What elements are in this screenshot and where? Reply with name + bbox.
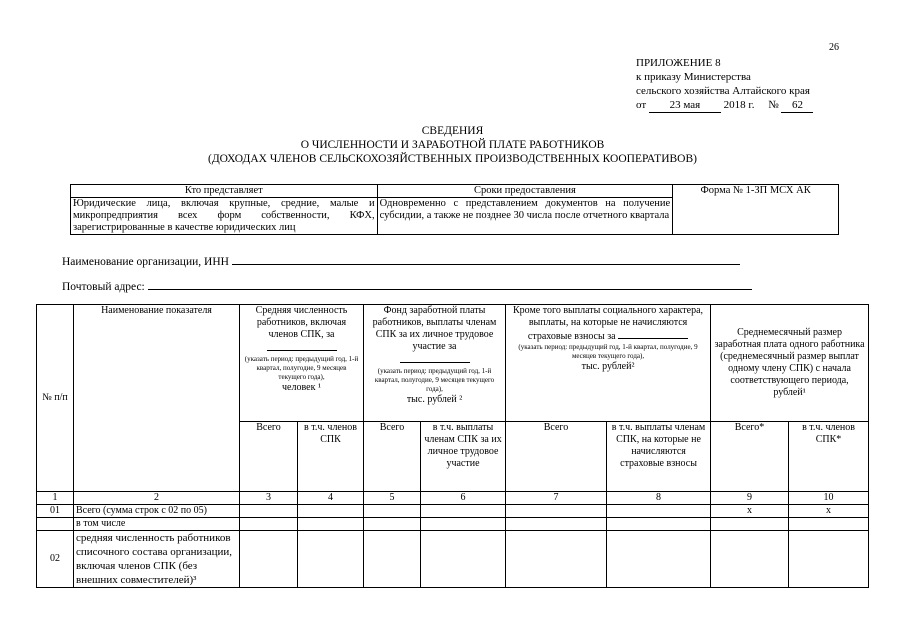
title-line-3: (ДОХОДАХ ЧЛЕНОВ СЕЛЬСКОХОЗЯЙСТВЕННЫХ ПРОИЗВОДСТВЕННЫХ КООПЕРАТИВОВ) bbox=[208, 153, 697, 165]
appendix-line-3: сельского хозяйства Алтайского края bbox=[636, 85, 810, 97]
table-row bbox=[37, 505, 869, 518]
data-cell bbox=[711, 518, 789, 531]
info-table bbox=[70, 184, 839, 235]
header-avg-count bbox=[240, 305, 364, 422]
data-cell bbox=[364, 518, 421, 531]
data-cell[interactable] bbox=[789, 531, 869, 588]
header-indicator-name: Наименование показателя bbox=[74, 305, 240, 492]
org-name-line[interactable] bbox=[232, 253, 740, 265]
sub-header-col6: в т.ч. выплаты членам СПК за их личное трудовое участие bbox=[421, 422, 506, 492]
header-avg-count-unit: человек ¹ bbox=[282, 382, 321, 393]
data-cell bbox=[789, 518, 869, 531]
header-wage-fund bbox=[364, 305, 506, 422]
data-cell bbox=[240, 518, 298, 531]
col-number: 10 bbox=[789, 492, 869, 505]
period-blank-2[interactable] bbox=[400, 353, 470, 363]
appendix-date-line bbox=[636, 98, 813, 113]
header-avg-count-note: (указать период: предыдущий год, 1-й квартал, полугодие, 9 месяцев текущего года), bbox=[244, 355, 359, 381]
table-row bbox=[37, 518, 869, 531]
row-num: 02 bbox=[37, 531, 74, 588]
title-line-2: О ЧИСЛЕННОСТИ И ЗАРАБОТНОЙ ПЛАТЕ РАБОТНИКОВ bbox=[300, 139, 605, 151]
col-number: 6 bbox=[421, 492, 506, 505]
col-number: 2 bbox=[74, 492, 240, 505]
document-title bbox=[0, 124, 905, 166]
header-wage-fund-text: Фонд заработной платы работников, выплаты членам СПК за их личное трудовое участие за bbox=[372, 305, 497, 352]
header-wage-fund-note: (указать период: предыдущий год, 1-й квартал, полугодие, 9 месяцев текущего года), bbox=[374, 367, 495, 393]
from-label: от bbox=[636, 99, 647, 111]
who-submits-text: Юридические лица, включая крупные, средние, малые и микропредприятия всех форм собственности, КФХ, зарегистрированные в качестве юридических лиц bbox=[71, 198, 378, 235]
sub-header-col3: Всего bbox=[240, 422, 298, 492]
data-cell[interactable] bbox=[506, 505, 607, 518]
data-cell[interactable] bbox=[421, 505, 506, 518]
address-field[interactable] bbox=[62, 278, 752, 293]
data-cell[interactable] bbox=[298, 531, 364, 588]
appendix-block bbox=[636, 56, 813, 113]
row-value-col10: х bbox=[789, 505, 869, 518]
form-number: Форма № 1-ЗП МСХ АК bbox=[673, 185, 839, 235]
row-name: Всего (сумма строк с 02 по 05) bbox=[74, 505, 240, 518]
header-social-payments bbox=[506, 305, 711, 422]
header-avg-count-text: Средняя численность работников, включая членов СПК, за bbox=[255, 305, 348, 340]
col-number: 8 bbox=[607, 492, 711, 505]
data-cell[interactable] bbox=[240, 531, 298, 588]
data-cell[interactable] bbox=[364, 505, 421, 518]
org-name-label: Наименование организации, ИНН bbox=[62, 256, 229, 268]
data-cell[interactable] bbox=[240, 505, 298, 518]
data-cell[interactable] bbox=[506, 531, 607, 588]
order-number: 62 bbox=[781, 98, 813, 113]
col-number: 3 bbox=[240, 492, 298, 505]
row-value-col9: х bbox=[711, 505, 789, 518]
sub-header-col8: в т.ч. выплаты членам СПК, на которые не начисляются страховые взносы bbox=[607, 422, 711, 492]
number-label: № bbox=[768, 99, 779, 111]
row-num bbox=[37, 518, 74, 531]
sub-header-col4: в т.ч. членов СПК bbox=[298, 422, 364, 492]
data-cell[interactable] bbox=[711, 531, 789, 588]
title-line-1: СВЕДЕНИЯ bbox=[421, 125, 484, 137]
main-table bbox=[36, 304, 869, 588]
data-cell[interactable] bbox=[298, 505, 364, 518]
order-day-month: 23 мая bbox=[649, 98, 721, 113]
header-num: № п/п bbox=[37, 305, 74, 492]
data-cell[interactable] bbox=[364, 531, 421, 588]
period-blank-3[interactable] bbox=[618, 329, 688, 339]
col-number: 1 bbox=[37, 492, 74, 505]
data-cell bbox=[421, 518, 506, 531]
appendix-line-2: к приказу Министерства bbox=[636, 71, 751, 83]
deadline-header: Сроки предоставления bbox=[377, 185, 673, 198]
header-social-payments-note: (указать период: предыдущий год, 1-й квартал, полугодие, 9 месяцев текущего года), bbox=[518, 343, 698, 360]
data-cell[interactable] bbox=[607, 505, 711, 518]
page-number: 26 bbox=[829, 42, 839, 53]
col-number: 4 bbox=[298, 492, 364, 505]
row-name: в том числе bbox=[74, 518, 240, 531]
period-blank-1[interactable] bbox=[267, 341, 337, 351]
who-submits-header: Кто представляет bbox=[71, 185, 378, 198]
col-number: 9 bbox=[711, 492, 789, 505]
sub-header-col5: Всего bbox=[364, 422, 421, 492]
deadline-text: Одновременно с представлением документов на получение субсидии, а также не позднее 30 числа после отчетного квартала bbox=[377, 198, 673, 235]
data-cell bbox=[506, 518, 607, 531]
address-line[interactable] bbox=[148, 278, 752, 290]
sub-header-col10: в т.ч. членов СПК* bbox=[789, 422, 869, 492]
header-avg-salary: Среднемесячный размер заработная плата одного работника (среднемесячный размер выплат одному члену СПК) с начала соответствующего периода, рублей¹ bbox=[711, 305, 869, 422]
col-number: 5 bbox=[364, 492, 421, 505]
data-cell bbox=[298, 518, 364, 531]
header-wage-fund-unit: тыс. рублей ² bbox=[406, 394, 463, 405]
sub-header-col9: Всего* bbox=[711, 422, 789, 492]
address-label: Почтовый адрес: bbox=[62, 281, 145, 293]
sub-header-col7: Всего bbox=[506, 422, 607, 492]
header-social-payments-text: Кроме того выплаты социального характера, выплаты, на которые не начисляются страховые взносы за bbox=[513, 305, 704, 342]
org-name-field[interactable] bbox=[62, 253, 740, 268]
column-number-row bbox=[37, 492, 869, 505]
appendix-line-1: ПРИЛОЖЕНИЕ 8 bbox=[636, 57, 721, 69]
data-cell[interactable] bbox=[421, 531, 506, 588]
header-social-payments-unit: тыс. рублей² bbox=[581, 361, 635, 372]
col-number: 7 bbox=[506, 492, 607, 505]
data-cell bbox=[607, 518, 711, 531]
table-row bbox=[37, 531, 869, 588]
row-name: средняя численность работников списочного состава организации, включая членов СПК (без внешних совместителей)³ bbox=[74, 531, 240, 588]
row-num: 01 bbox=[37, 505, 74, 518]
order-year: 2018 г. bbox=[723, 99, 755, 111]
data-cell[interactable] bbox=[607, 531, 711, 588]
